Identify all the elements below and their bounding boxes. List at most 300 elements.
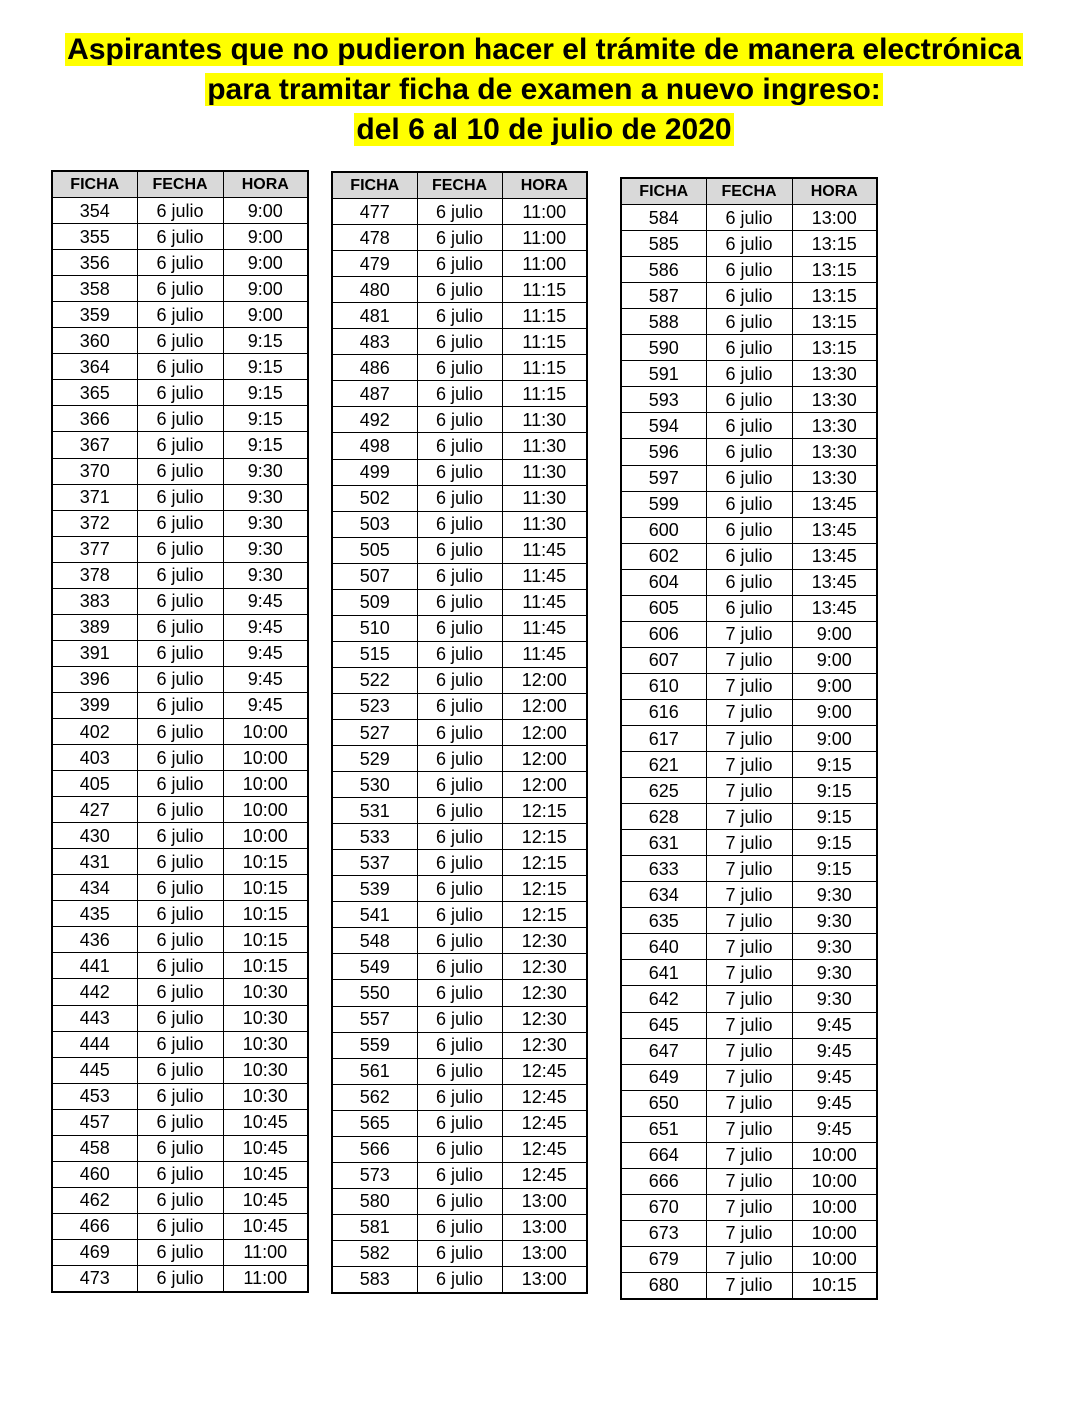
ficha-cell: 507 <box>332 563 417 589</box>
hora-cell: 9:45 <box>792 1090 877 1116</box>
hora-cell: 11:30 <box>502 407 587 433</box>
table-row <box>52 432 308 458</box>
fecha-cell: 6 julio <box>137 406 223 432</box>
ficha-cell: 486 <box>332 355 417 381</box>
column-header-fecha: FECHA <box>137 171 223 198</box>
fecha-cell: 7 julio <box>706 856 792 882</box>
hora-cell: 9:30 <box>792 960 877 986</box>
ficha-cell: 557 <box>332 1006 417 1032</box>
table-row <box>332 850 587 876</box>
fecha-cell: 6 julio <box>417 433 502 459</box>
ficha-cell: 651 <box>621 1116 706 1142</box>
fecha-cell: 6 julio <box>137 1187 223 1213</box>
table-row <box>621 1116 877 1142</box>
hora-cell: 12:00 <box>502 772 587 798</box>
hora-cell: 9:00 <box>223 276 308 302</box>
ficha-cell: 583 <box>332 1266 417 1293</box>
ficha-cell: 515 <box>332 641 417 667</box>
hora-cell: 13:15 <box>792 257 877 283</box>
fecha-cell: 6 julio <box>417 798 502 824</box>
table-row <box>621 439 877 465</box>
ficha-cell: 680 <box>621 1272 706 1299</box>
ficha-cell: 480 <box>332 277 417 303</box>
ficha-cell: 492 <box>332 407 417 433</box>
ficha-cell: 477 <box>332 199 417 225</box>
hora-cell: 10:00 <box>792 1142 877 1168</box>
table-row <box>332 902 587 928</box>
table-row <box>52 536 308 562</box>
table-row <box>621 1194 877 1220</box>
ficha-cell: 356 <box>52 250 137 276</box>
fecha-cell: 6 julio <box>417 277 502 303</box>
ficha-cell: 402 <box>52 718 137 744</box>
hora-cell: 13:00 <box>502 1266 587 1293</box>
table-row <box>52 328 308 354</box>
fecha-cell: 6 julio <box>706 517 792 543</box>
hora-cell: 11:15 <box>502 277 587 303</box>
table-row <box>332 1006 587 1032</box>
fecha-cell: 6 julio <box>137 1161 223 1187</box>
hora-cell: 9:45 <box>223 640 308 666</box>
fecha-cell: 6 julio <box>137 979 223 1005</box>
ficha-cell: 634 <box>621 882 706 908</box>
table-row <box>52 849 308 875</box>
fecha-cell: 6 julio <box>137 250 223 276</box>
ficha-cell: 481 <box>332 303 417 329</box>
fecha-cell: 7 julio <box>706 752 792 778</box>
hora-cell: 10:15 <box>223 849 308 875</box>
fecha-cell: 6 julio <box>137 640 223 666</box>
hora-cell: 11:15 <box>502 355 587 381</box>
ficha-cell: 616 <box>621 699 706 725</box>
fecha-cell: 6 julio <box>417 954 502 980</box>
hora-cell: 10:30 <box>223 1057 308 1083</box>
ficha-cell: 360 <box>52 328 137 354</box>
schedule-table-1 <box>51 170 309 1293</box>
ficha-cell: 396 <box>52 666 137 692</box>
table-row <box>52 718 308 744</box>
ficha-cell: 473 <box>52 1265 137 1292</box>
table-row <box>621 804 877 830</box>
hora-cell: 11:45 <box>502 563 587 589</box>
column-header-fecha: FECHA <box>417 172 502 199</box>
fecha-cell: 6 julio <box>137 1031 223 1057</box>
fecha-cell: 6 julio <box>706 231 792 257</box>
fecha-cell: 6 julio <box>417 251 502 277</box>
fecha-cell: 7 julio <box>706 1220 792 1246</box>
table-row <box>52 562 308 588</box>
table-row <box>52 588 308 614</box>
hora-cell: 11:00 <box>502 199 587 225</box>
fecha-cell: 6 julio <box>137 1057 223 1083</box>
table-row <box>332 303 587 329</box>
hora-cell: 13:15 <box>792 335 877 361</box>
fecha-cell: 6 julio <box>137 745 223 771</box>
table-row <box>332 225 587 251</box>
table-row <box>332 1214 587 1240</box>
table-row <box>621 517 877 543</box>
hora-cell: 9:30 <box>223 484 308 510</box>
table-row <box>621 231 877 257</box>
fecha-cell: 7 julio <box>706 1142 792 1168</box>
fecha-cell: 6 julio <box>417 641 502 667</box>
table-row <box>332 693 587 719</box>
ficha-cell: 585 <box>621 231 706 257</box>
ficha-cell: 582 <box>332 1240 417 1266</box>
fecha-cell: 7 julio <box>706 673 792 699</box>
ficha-cell: 670 <box>621 1194 706 1220</box>
ficha-cell: 599 <box>621 491 706 517</box>
hora-cell: 9:45 <box>792 1064 877 1090</box>
fecha-cell: 6 julio <box>706 283 792 309</box>
ficha-cell: 458 <box>52 1135 137 1161</box>
ficha-cell: 549 <box>332 954 417 980</box>
hora-cell: 10:30 <box>223 1005 308 1031</box>
ficha-cell: 621 <box>621 752 706 778</box>
hora-cell: 10:00 <box>223 797 308 823</box>
fecha-cell: 6 julio <box>137 302 223 328</box>
hora-cell: 13:45 <box>792 595 877 621</box>
table-row <box>52 1187 308 1213</box>
hora-cell: 12:15 <box>502 876 587 902</box>
ficha-cell: 367 <box>52 432 137 458</box>
ficha-cell: 498 <box>332 433 417 459</box>
hora-cell: 9:30 <box>792 986 877 1012</box>
ficha-cell: 631 <box>621 830 706 856</box>
table-row <box>332 746 587 772</box>
hora-cell: 9:00 <box>792 725 877 751</box>
fecha-cell: 7 julio <box>706 804 792 830</box>
column-header-fecha: FECHA <box>706 178 792 205</box>
hora-cell: 10:00 <box>792 1194 877 1220</box>
hora-cell: 9:45 <box>223 666 308 692</box>
fecha-cell: 7 julio <box>706 1116 792 1142</box>
table-row <box>621 543 877 569</box>
ficha-cell: 391 <box>52 640 137 666</box>
table-row <box>332 329 587 355</box>
fecha-cell: 7 julio <box>706 1038 792 1064</box>
ficha-cell: 370 <box>52 458 137 484</box>
hora-cell: 9:15 <box>792 830 877 856</box>
table-row <box>621 830 877 856</box>
table-row <box>332 641 587 667</box>
table-row <box>621 1220 877 1246</box>
fecha-cell: 7 julio <box>706 1168 792 1194</box>
table-row <box>52 666 308 692</box>
fecha-cell: 6 julio <box>706 205 792 231</box>
hora-cell: 9:45 <box>792 1038 877 1064</box>
table-row <box>52 823 308 849</box>
ficha-cell: 645 <box>621 1012 706 1038</box>
fecha-cell: 6 julio <box>417 1188 502 1214</box>
fecha-cell: 7 julio <box>706 725 792 751</box>
table-row <box>52 354 308 380</box>
fecha-cell: 6 julio <box>417 511 502 537</box>
ficha-cell: 550 <box>332 980 417 1006</box>
ficha-cell: 597 <box>621 465 706 491</box>
hora-cell: 12:30 <box>502 1006 587 1032</box>
fecha-cell: 6 julio <box>137 718 223 744</box>
table-row <box>621 908 877 934</box>
hora-cell: 9:00 <box>223 198 308 224</box>
fecha-cell: 6 julio <box>706 439 792 465</box>
hora-cell: 10:15 <box>223 927 308 953</box>
table-row <box>52 1213 308 1239</box>
fecha-cell: 6 julio <box>417 589 502 615</box>
fecha-cell: 6 julio <box>137 484 223 510</box>
hora-cell: 9:15 <box>792 778 877 804</box>
table-row <box>52 771 308 797</box>
table-row <box>332 1110 587 1136</box>
fecha-cell: 6 julio <box>137 666 223 692</box>
fecha-cell: 6 julio <box>137 198 223 224</box>
fecha-cell: 6 julio <box>417 485 502 511</box>
ficha-cell: 580 <box>332 1188 417 1214</box>
fecha-cell: 6 julio <box>417 850 502 876</box>
hora-cell: 12:30 <box>502 1032 587 1058</box>
fecha-cell: 6 julio <box>417 1266 502 1293</box>
ficha-cell: 355 <box>52 224 137 250</box>
hora-cell: 9:15 <box>792 804 877 830</box>
table-row <box>52 1109 308 1135</box>
table-row <box>332 1162 587 1188</box>
hora-cell: 11:00 <box>502 225 587 251</box>
table-row <box>52 1265 308 1292</box>
fecha-cell: 6 julio <box>137 823 223 849</box>
hora-cell: 9:15 <box>792 752 877 778</box>
fecha-cell: 6 julio <box>137 901 223 927</box>
table-row <box>332 1084 587 1110</box>
table-row <box>52 692 308 718</box>
hora-cell: 11:30 <box>502 433 587 459</box>
hora-cell: 9:30 <box>223 458 308 484</box>
fecha-cell: 6 julio <box>417 902 502 928</box>
page-title <box>0 30 1088 150</box>
hora-cell: 11:00 <box>223 1239 308 1265</box>
hora-cell: 13:45 <box>792 543 877 569</box>
column-header-ficha: FICHA <box>332 172 417 199</box>
ficha-cell: 666 <box>621 1168 706 1194</box>
table-row <box>621 1038 877 1064</box>
ficha-cell: 523 <box>332 693 417 719</box>
ficha-cell: 372 <box>52 510 137 536</box>
fecha-cell: 6 julio <box>137 1213 223 1239</box>
hora-cell: 9:00 <box>792 673 877 699</box>
hora-cell: 12:00 <box>502 693 587 719</box>
hora-cell: 10:30 <box>223 1083 308 1109</box>
hora-cell: 10:00 <box>792 1246 877 1272</box>
table-row <box>332 485 587 511</box>
ficha-cell: 548 <box>332 928 417 954</box>
fecha-cell: 6 julio <box>706 465 792 491</box>
ficha-cell: 581 <box>332 1214 417 1240</box>
ficha-cell: 399 <box>52 692 137 718</box>
table-row <box>52 1031 308 1057</box>
fecha-cell: 6 julio <box>417 693 502 719</box>
hora-cell: 12:45 <box>502 1084 587 1110</box>
hora-cell: 12:00 <box>502 719 587 745</box>
ficha-cell: 664 <box>621 1142 706 1168</box>
ficha-cell: 427 <box>52 797 137 823</box>
hora-cell: 9:30 <box>223 562 308 588</box>
table-row <box>52 953 308 979</box>
ficha-cell: 593 <box>621 387 706 413</box>
ficha-cell: 445 <box>52 1057 137 1083</box>
fecha-cell: 6 julio <box>137 1135 223 1161</box>
ficha-cell: 383 <box>52 588 137 614</box>
fecha-cell: 6 julio <box>706 309 792 335</box>
fecha-cell: 6 julio <box>417 303 502 329</box>
ficha-cell: 522 <box>332 667 417 693</box>
fecha-cell: 6 julio <box>417 407 502 433</box>
ficha-cell: 366 <box>52 406 137 432</box>
table-row <box>621 1168 877 1194</box>
ficha-cell: 527 <box>332 719 417 745</box>
hora-cell: 13:30 <box>792 361 877 387</box>
table-row <box>621 1090 877 1116</box>
fecha-cell: 6 julio <box>417 719 502 745</box>
hora-cell: 10:45 <box>223 1161 308 1187</box>
hora-cell: 11:45 <box>502 589 587 615</box>
hora-cell: 13:30 <box>792 387 877 413</box>
table-row <box>621 856 877 882</box>
fecha-cell: 7 julio <box>706 1246 792 1272</box>
fecha-cell: 6 julio <box>137 328 223 354</box>
table-row <box>332 537 587 563</box>
ficha-cell: 530 <box>332 772 417 798</box>
fecha-cell: 6 julio <box>417 1058 502 1084</box>
ficha-cell: 591 <box>621 361 706 387</box>
fecha-cell: 6 julio <box>137 927 223 953</box>
table-row <box>332 1032 587 1058</box>
table-row <box>332 433 587 459</box>
table-row <box>621 257 877 283</box>
table-row <box>52 458 308 484</box>
table-row <box>332 772 587 798</box>
table-row <box>332 954 587 980</box>
ficha-cell: 531 <box>332 798 417 824</box>
fecha-cell: 6 julio <box>417 355 502 381</box>
hora-cell: 9:45 <box>223 588 308 614</box>
ficha-cell: 605 <box>621 595 706 621</box>
hora-cell: 11:00 <box>223 1265 308 1292</box>
fecha-cell: 6 julio <box>137 354 223 380</box>
ficha-cell: 649 <box>621 1064 706 1090</box>
table-row <box>621 621 877 647</box>
ficha-cell: 502 <box>332 485 417 511</box>
fecha-cell: 6 julio <box>417 615 502 641</box>
fecha-cell: 6 julio <box>137 771 223 797</box>
ficha-cell: 529 <box>332 746 417 772</box>
hora-cell: 12:45 <box>502 1162 587 1188</box>
ficha-cell: 679 <box>621 1246 706 1272</box>
fecha-cell: 6 julio <box>137 380 223 406</box>
fecha-cell: 6 julio <box>706 569 792 595</box>
ficha-cell: 430 <box>52 823 137 849</box>
table-row <box>621 413 877 439</box>
hora-cell: 9:45 <box>792 1116 877 1142</box>
ficha-cell: 600 <box>621 517 706 543</box>
ficha-cell: 541 <box>332 902 417 928</box>
fecha-cell: 6 julio <box>137 692 223 718</box>
hora-cell: 9:30 <box>792 882 877 908</box>
ficha-cell: 503 <box>332 511 417 537</box>
table-row <box>332 563 587 589</box>
ficha-cell: 371 <box>52 484 137 510</box>
table-row <box>52 875 308 901</box>
ficha-cell: 650 <box>621 1090 706 1116</box>
ficha-cell: 647 <box>621 1038 706 1064</box>
hora-cell: 10:45 <box>223 1187 308 1213</box>
fecha-cell: 6 julio <box>137 432 223 458</box>
ficha-cell: 617 <box>621 725 706 751</box>
table-row <box>332 407 587 433</box>
ficha-cell: 354 <box>52 198 137 224</box>
hora-cell: 13:15 <box>792 231 877 257</box>
hora-cell: 9:30 <box>223 510 308 536</box>
fecha-cell: 7 julio <box>706 1090 792 1116</box>
fecha-cell: 6 julio <box>706 543 792 569</box>
hora-cell: 13:00 <box>792 205 877 231</box>
ficha-cell: 607 <box>621 647 706 673</box>
ficha-cell: 539 <box>332 876 417 902</box>
ficha-cell: 436 <box>52 927 137 953</box>
ficha-cell: 588 <box>621 309 706 335</box>
ficha-cell: 469 <box>52 1239 137 1265</box>
hora-cell: 9:30 <box>223 536 308 562</box>
hora-cell: 11:30 <box>502 485 587 511</box>
ficha-cell: 443 <box>52 1005 137 1031</box>
fecha-cell: 6 julio <box>706 257 792 283</box>
fecha-cell: 6 julio <box>417 1240 502 1266</box>
table-header-row <box>332 172 587 199</box>
ficha-cell: 444 <box>52 1031 137 1057</box>
fecha-cell: 6 julio <box>417 1162 502 1188</box>
hora-cell: 9:30 <box>792 934 877 960</box>
table-row <box>621 465 877 491</box>
ficha-cell: 642 <box>621 986 706 1012</box>
table-row <box>52 1057 308 1083</box>
table-row <box>52 901 308 927</box>
fecha-cell: 6 julio <box>137 458 223 484</box>
hora-cell: 10:00 <box>223 771 308 797</box>
hora-cell: 13:00 <box>502 1240 587 1266</box>
hora-cell: 13:30 <box>792 413 877 439</box>
fecha-cell: 6 julio <box>137 875 223 901</box>
ficha-cell: 378 <box>52 562 137 588</box>
fecha-cell: 7 julio <box>706 960 792 986</box>
fecha-cell: 6 julio <box>417 1006 502 1032</box>
ficha-cell: 673 <box>621 1220 706 1246</box>
hora-cell: 10:00 <box>792 1168 877 1194</box>
table-row <box>332 824 587 850</box>
ficha-cell: 641 <box>621 960 706 986</box>
table-row <box>332 1188 587 1214</box>
table-row <box>52 1161 308 1187</box>
table-row <box>621 752 877 778</box>
table-row <box>332 355 587 381</box>
ficha-cell: 584 <box>621 205 706 231</box>
ficha-cell: 466 <box>52 1213 137 1239</box>
hora-cell: 9:00 <box>792 621 877 647</box>
table-row <box>621 1064 877 1090</box>
table-row <box>332 615 587 641</box>
fecha-cell: 6 julio <box>417 537 502 563</box>
hora-cell: 12:30 <box>502 954 587 980</box>
table-row <box>621 1012 877 1038</box>
table-row <box>332 459 587 485</box>
table-row <box>52 797 308 823</box>
